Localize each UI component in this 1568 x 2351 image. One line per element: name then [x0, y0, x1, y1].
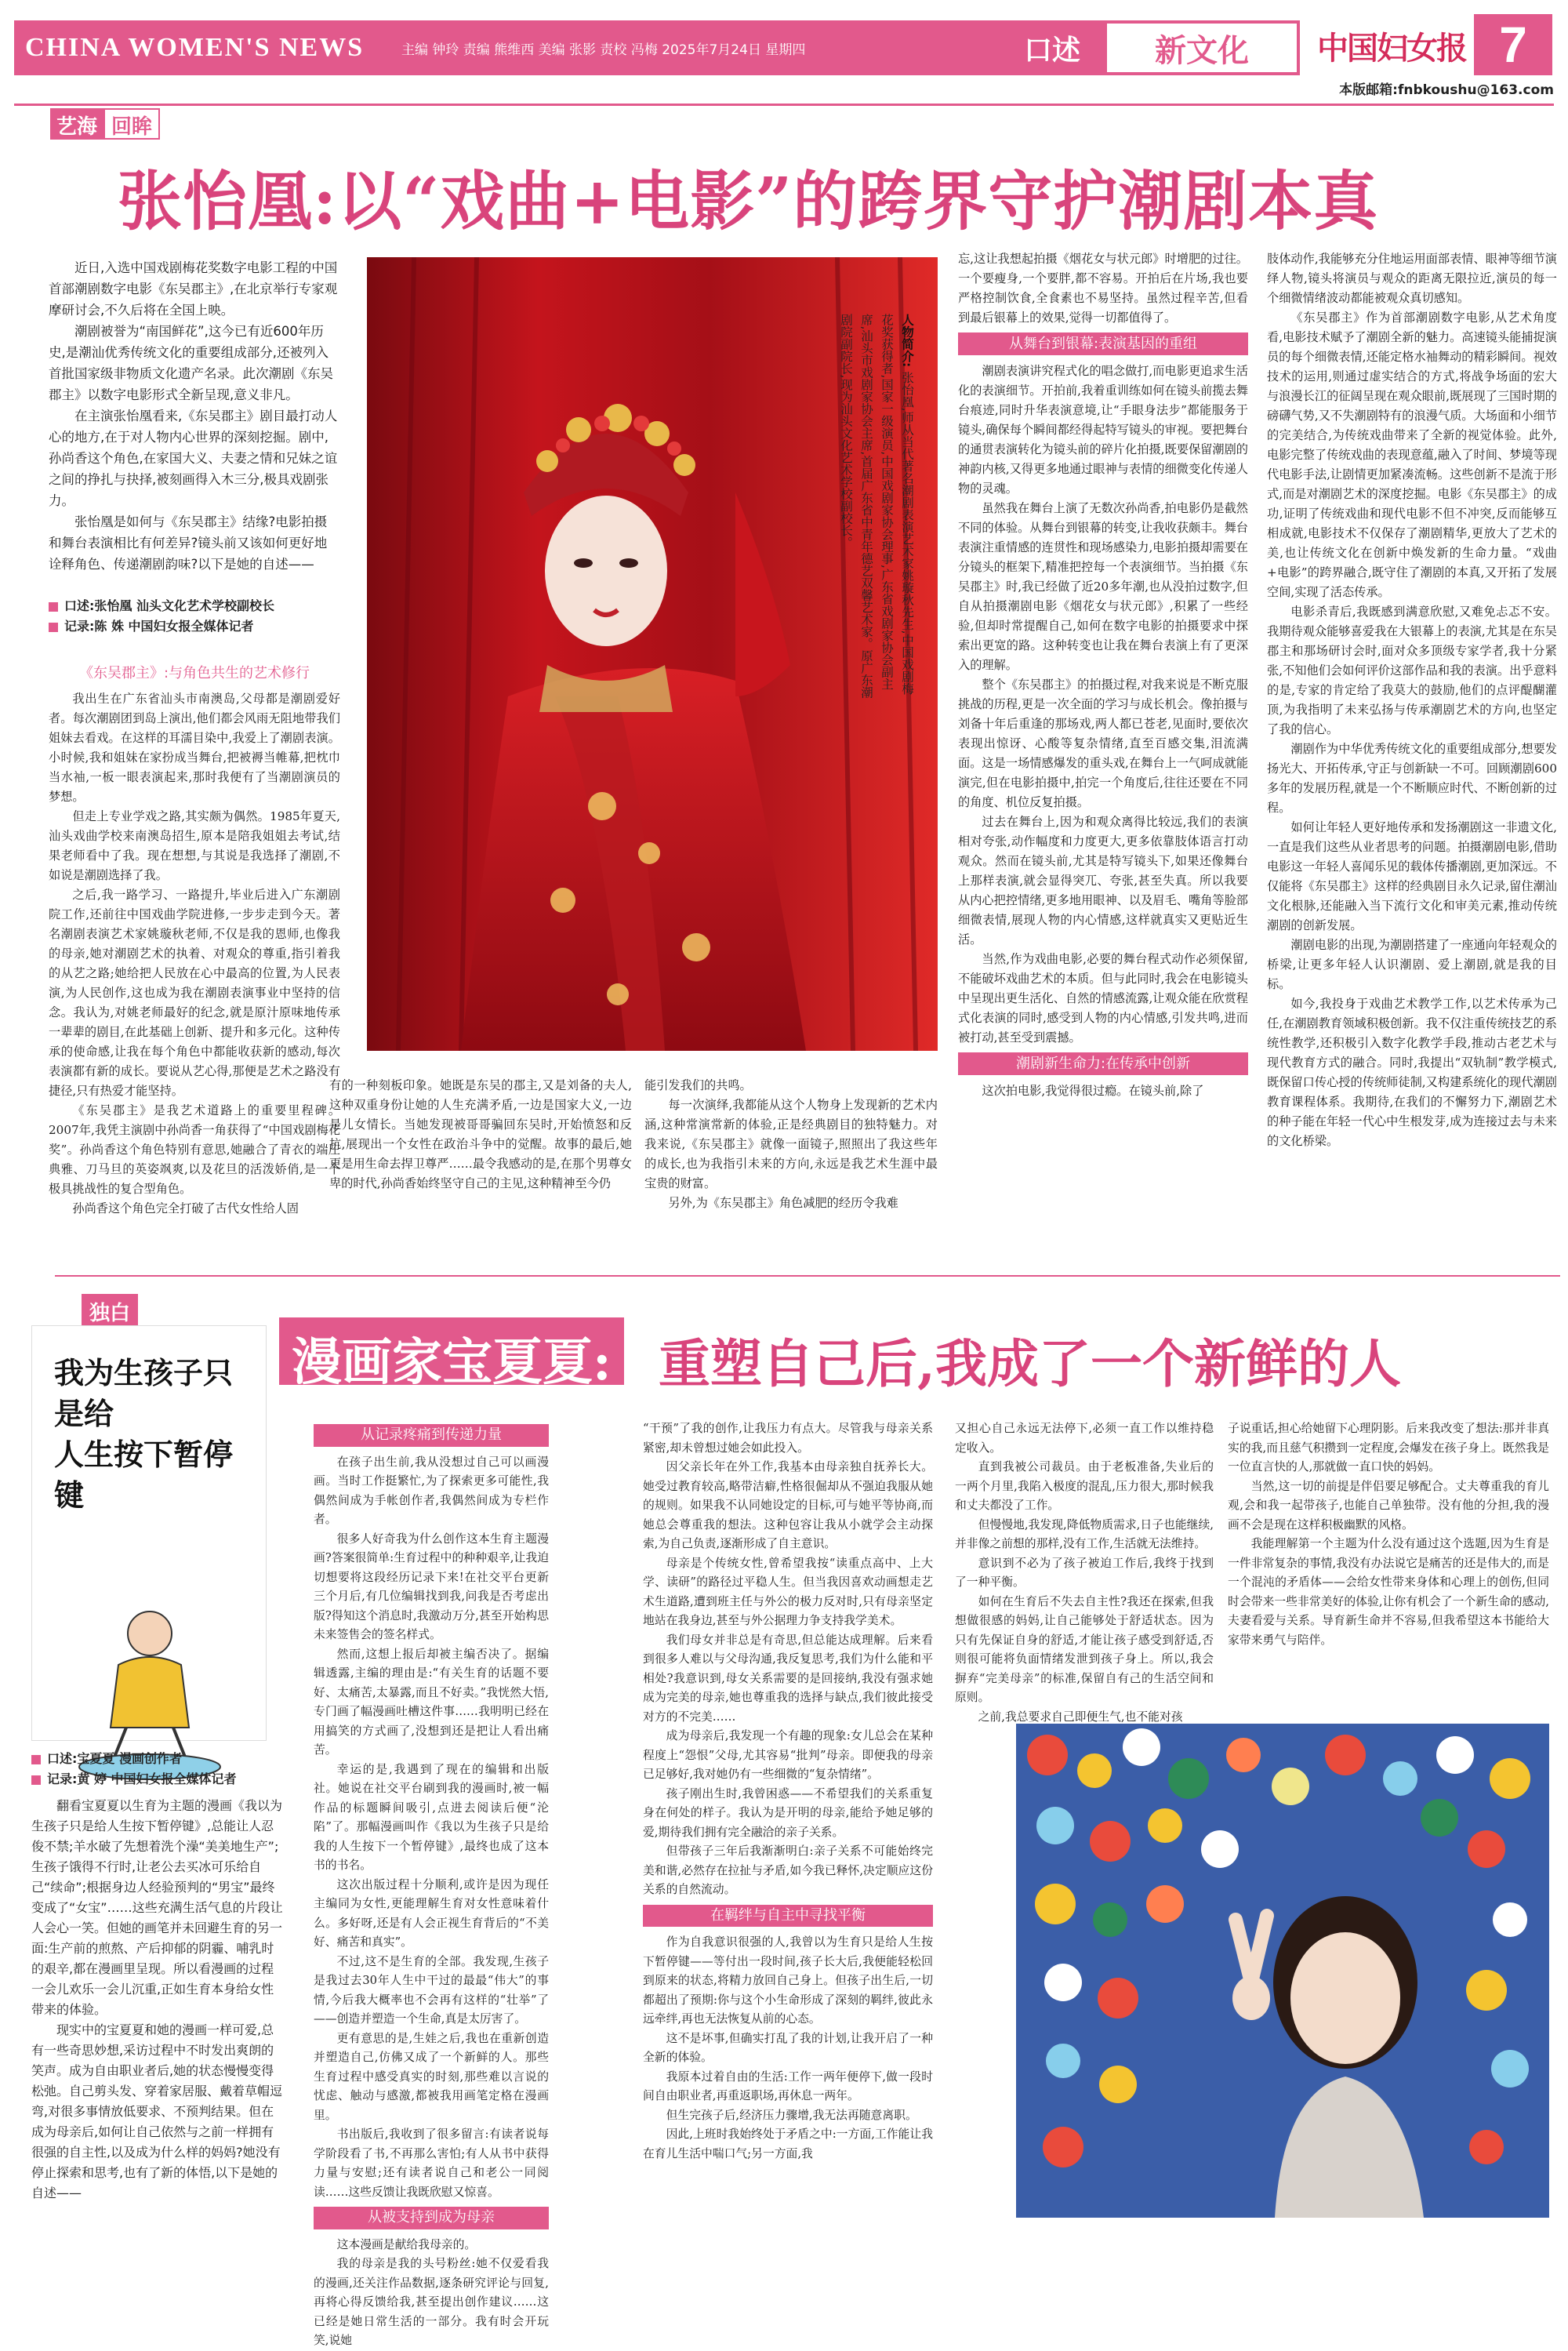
- lead-paragraph: 近日,入选中国戏剧梅花奖数字电影工程的中国首部潮剧数字电影《东吴郡主》,在北京举行专家观摩研讨会,不久后将在全国上映。: [49, 260, 338, 318]
- credit-line: 记录:黄 婷 中国妇女报全媒体记者: [31, 1769, 298, 1790]
- page-email: 本版邮箱:fnbkoushu@163.com: [1339, 82, 1554, 98]
- story1-credits: [49, 596, 347, 637]
- body-paragraph: 因此,上班时我始终处于矛盾之中:一方面,工作能让我在育儿生活中喘口气;另一方面,我: [643, 2128, 933, 2160]
- bullet-square-icon: [49, 623, 58, 632]
- body-paragraph: 有的一种刻板印象。她既是东吴的郡主,又是刘备的夫人,这种双重身份让她的人生充满矛盾,一边是国家大义,一边是儿女情长。当她发现被哥哥骗回东吴时,开始愤怒和反抗,展现出一个女性在政治斗争中的觉醒。故事的最后,她更是用生命去捍卫尊严……最令我感动的是,在那个男尊女卑的时代,孙尚香始终坚守自己的主见,这种精神至今仍: [329, 1078, 632, 1190]
- body-paragraph: 过去在舞台上,因为和观众离得比较远,我们的表演相对夸张,动作幅度和力度更大,更多依靠肢体语言打动观众。然而在镜头前,尤其是特写镜头下,如果还像舞台上那样表演,就会显得突兀、夸张,甚至失真。所以我要从内心把控情绪,更多地用眼神、以及眉毛、嘴角等脸部细微表情,展现人物的内心情感,这样就真实又更贴近生活。: [958, 815, 1248, 947]
- body-paragraph: 孙尚香这个角色完全打破了古代女性给人固: [72, 1201, 299, 1215]
- body-paragraph: 但生完孩子后,经济压力骤增,我无法再随意离职。: [666, 2108, 917, 2122]
- lead-paragraph: 张怡凰是如何与《东吴郡主》结缘?电影拍摄和舞台表演相比有何差异?镜头前又该如何更好地诠释角色、传递潮剧韵味?以下是她的自述——: [49, 514, 328, 572]
- story2-column-c: [955, 1419, 1214, 1727]
- column-tag: [50, 108, 160, 140]
- story1-column-c: [644, 1076, 938, 1213]
- story1-lead: [49, 257, 339, 575]
- subheading: 《东吴郡主》:与角色共生的艺术修行: [78, 665, 310, 681]
- column-tag-a: 艺海: [50, 108, 103, 140]
- lead-paragraph: 翻看宝夏夏以生育为主题的漫画《我以为生孩子只是给人生按下暂停键》,总能让人忍俊不禁;羊水破了先想着洗个澡“美美地生产”;生孩子饿得不行时,让老公去买冰可乐给自己“续命”;根据身边人经验预判的“男宝”最终变成了“女宝”……这些充满生活气息的片段让人会心一笑。但她的画笔并未回避生育的另一面:生产前的煎熬、产后抑郁的阴霾、哺乳时的艰辛,都在漫画里呈现。所以看漫画的过程一会儿欢乐一会儿沉重,正如生育本身给女性带来的体验。: [31, 1798, 283, 2017]
- body-paragraph: 虽然我在舞台上演了无数次孙尚香,拍电影仍是截然不同的体验。从舞台到银幕的转变,让我收获颇丰。舞台表演注重情感的连贯性和现场感染力,电影拍摄却需要在分镜头的框架下,精准把控每一个表演细节。当拍摄《东吴郡主》时,我已经做了近20多年潮,也从没拍过数字,但自从拍摄潮剧电影《烟花女与状元郎》,积累了一些经验,但却时常提醒自己,如何在数字电影的拍摄要求中探索出更宽的路。这种转变也让我在舞台表演上有了更深入的理解。: [958, 501, 1248, 672]
- body-paragraph: 整个《东吴郡主》的拍摄过程,对我来说是不断克服挑战的历程,更是一次全面的学习与成长机会。像拍摄与刘备十年后重逢的那场戏,两人都已苍老,见面时,要依次表现出惊讶、心酸等复杂情绪,直至百感交集,泪流满面。这是一场情感爆发的重头戏,在舞台上一气呵成就能演完,但在电影拍摄中,拍完一个角度后,往往还要在不同的角度、机位反复拍摄。: [958, 678, 1248, 809]
- body-paragraph: 更有意思的是,生娃之后,我也在重新创造并塑造自己,仿佛又成了一个新鲜的人。那些生育过程中感受真实的时刻,那些难以言说的忧虑、触动与感激,都被我用画笔定格在漫画里。: [314, 2031, 549, 2122]
- body-paragraph: 潮剧作为中华优秀传统文化的重要组成部分,想要发扬光大、开拓传承,守正与创新缺一不可。回顾潮剧600多年的发展历程,就是一个不断顺应时代、不断创新的过程。: [1267, 742, 1557, 815]
- body-paragraph: 在孩子出生前,我从没想过自己可以画漫画。当时工作挺繁忙,为了探索更多可能性,我偶然间成为手帐创作者,我偶然间成为专栏作者。: [314, 1455, 549, 1526]
- editorial-credits: 主编 钟玲 责编 熊维西 美编 张影 责校 冯梅 2025年7月24日 星期四: [401, 42, 806, 58]
- body-paragraph: 潮剧表演讲究程式化的唱念做打,而电影更追求生活化的表演细节。开拍前,我着重训练如何在镜头前揽去舞台痕迹,同时升华表演意境,让“手眼身法步”都能服务于镜头,确保每个瞬间都经得起特写镜头的审视。要把舞台的通贯表演转化为镜头前的碎片化拍摄,既要保留潮剧的神韵内核,又得更多地通过眼神与表情的细微变化传递人物的灵魂。: [958, 364, 1248, 496]
- subheading: 在羁绊与自主中寻找平衡: [643, 1905, 933, 1928]
- body-paragraph: 直到我被公司裁员。由于老板准备,失业后的一两个月里,我陷入极度的混乱,压力很大,那时候我和丈夫都没了工作。: [955, 1460, 1214, 1512]
- story2-credits: [31, 1749, 298, 1790]
- bullet-square-icon: [31, 1775, 41, 1785]
- body-paragraph: 《东吴郡主》作为首部潮剧数字电影,从艺术角度看,电影技术赋予了潮剧全新的魅力。高速镜头能捕捉演员的每个细微表情,还能定格水袖舞动的精彩瞬间。视效技术的运用,则通过虚实结合的方式,将战争场面的宏大与浪漫长江的征阔呈现在观众眼前,既展现了三国时期的磅礴气势,又不失潮剧特有的浪漫气质。大场面和小细节的完美结合,为传统戏曲带来了全新的视觉体验。此外,电影完整了传统戏曲的表现意蕴,融入了时间、梦境等现代电影手法,让剧情更加紧凑流畅。这些创新不是流于形式,而是对潮剧艺术的深度挖掘。电影《东吴郡主》的成功,证明了传统戏曲和现代电影不但不冲突,反而能够互相成就,电影技术不仅保存了潮剧精华,更放大了艺术的美,也让传统文化在创新中焕发新的生命力量。“戏曲+电影”的跨界融合,既守住了潮剧的本真,又开拓了发展空间,实现了活态传承。: [1267, 311, 1557, 599]
- body-paragraph: 肢体动作,我能够充分住地运用面部表情、眼神等细节演绎人物,镜头将演员与观众的距离无限拉近,演员的每一个细微情绪波动都能被观众真切感知。: [1267, 252, 1557, 305]
- body-paragraph: 我出生在广东省汕头市南澳岛,父母都是潮剧爱好者。每次潮剧团到岛上演出,他们都会风雨无阻地带我们姐妹去看戏。在这样的耳濡目染中,我爱上了潮剧表演。小时候,我和姐妹在家扮成当舞台,把被褥当帷幕,把枕巾当水袖,一板一眼表演起来,那时我便有了当潮剧演员的梦想。: [49, 692, 340, 804]
- subheading: 潮剧新生命力:在传承中创新: [958, 1052, 1248, 1075]
- bullet-square-icon: [31, 1755, 41, 1764]
- body-paragraph: 潮剧电影的出现,为潮剧搭建了一座通向年轻观众的桥梁,让更多年轻人认识潮剧、爱上潮剧,就是我的目标。: [1267, 938, 1557, 991]
- lead-paragraph: 潮剧被誉为“南国鲜花”,这今已有近600年历史,是潮汕优秀传统文化的重要组成部分,还被列入首批国家级非物质文化遗产名录。此次潮剧《东吴郡主》以数字电影形式全新呈现,意义非凡。: [49, 324, 333, 402]
- body-paragraph: 但走上专业学戏之路,其实颇为偶然。1985年夏天,汕头戏曲学校来南澳岛招生,原本是陪我姐姐去考试,结果老师看中了我。现在想想,与其说是我选择了潮剧,不如说是潮剧选择了我。: [49, 809, 340, 882]
- paper-logo: 中国妇女报: [1317, 30, 1466, 67]
- body-paragraph: 因父亲长年在外工作,我基本由母亲独自抚养长大。她受过教育较高,略带洁癖,性格很倔却从不强迫我服从她的规则。如果我不认同她设定的目标,可与她平等协商,而她总会尊重我的想法。这种包容让我从小就学会主动探索,为自己负责,逐渐形成了自主意识。: [643, 1460, 933, 1550]
- body-paragraph: 这本漫画是献给我母亲的。: [336, 2237, 477, 2251]
- headline: 重塑自己后,我成了一个新鲜的人: [659, 1333, 1401, 1394]
- artist-portrait-photo: [1016, 1724, 1549, 2218]
- body-paragraph: 然而,这想上报后却被主编否决了。据编辑透露,主编的理由是:“有关生育的话题不要好、太痛苦,太暴露,而且不好卖。”我恍然大悟,专门画了幅漫画吐槽这件事……我明明已经在用搞笑的方式画了,没想到还是把让人看出痛苦。: [314, 1647, 549, 1757]
- body-paragraph: 我原本过着自由的生活:工作一两年便停下,做一段时间自由职业者,再重返职场,再休息一两年。: [643, 2069, 933, 2102]
- body-paragraph: 忘,这让我想起拍摄《烟花女与状元郎》时增肥的过往。一个要瘦身,一个要胖,都不容易。开拍后在片场,我也要严格控制饮食,全食素也不易坚持。虽然过程辛苦,但看到最后银幕上的效果,觉得一切都值得了。: [958, 252, 1248, 325]
- credit-line: 口述:宝夏夏 漫画创作者: [31, 1749, 298, 1769]
- body-paragraph: 又担心自己永远无法停下,必须一直工作以维持稳定收入。: [955, 1422, 1214, 1455]
- section-rule: [55, 1275, 1560, 1277]
- body-paragraph: 如何让年轻人更好地传承和发扬潮剧这一非遗文化,一直是我们这些从业者思考的问题。拍摄潮剧电影,借助电影这一年轻人喜闻乐见的载体传播潮剧,更加深远。不仅能将《东吴郡主》这样的经典剧目永久记录,留住潮汕文化根脉,还能融入当下流行文化和审美元素,推动传统潮剧的创新发展。: [1267, 820, 1557, 932]
- lead-paragraph: 在主演张怡凰看来,《东吴郡主》剧目最打动人心的地方,在于对人物内心世界的深刻挖掘。剧中,孙尚香这个角色,在家国大义、夫妻之情和兄妹之谊之间的挣扎与抉择,被刻画得入木三分,极具戏剧张力。: [49, 409, 338, 508]
- column-tag-b: 回眸: [103, 108, 160, 140]
- book-cover-title: 我为生孩子只是给 人生按下暂停键: [54, 1356, 234, 1513]
- body-paragraph: 作为自我意识很强的人,我曾以为生育只是给人生按下暂停键——等付出一段时间,孩子长大后,我便能轻松回到原来的状态,将精力放回自己身上。但孩子出生后,一切都超出了预期:你与这个小生命形成了深刻的羁绊,彼此永远牵绊,再也无法恢复从前的心态。: [643, 1935, 933, 2026]
- body-paragraph: 当然,这一切的前提是伴侣要足够配合。丈夫尊重我的育儿观,会和我一起带孩子,也能自己单独带。没有他的分担,我的漫画不会是现在这样积极幽默的风格。: [1228, 1479, 1549, 1532]
- body-paragraph: 书出版后,我收到了很多留言:有读者说每学阶段看了书,不再那么害怕;有人从书中获得力量与安慰;还有读者说自己和老公一同阅读……这些反馈让我既欣慰又惊喜。: [314, 2128, 549, 2199]
- story1-column-a: [49, 660, 340, 1219]
- body-paragraph: 但带孩子三年后我渐渐明白:亲子关系不可能始终完美和谐,必然存在拉扯与矛盾,如今我已释怀,决定顺应这份关系的自然流动。: [643, 1844, 933, 1896]
- subheading: 从舞台到银幕:表演基因的重组: [958, 332, 1248, 355]
- body-paragraph: 我的母亲是我的头号粉丝:她不仅爱看我的漫画,还关注作品数据,逐条研究评论与回复,再将心得反馈给我,甚至提出创作建议……这已经是她日常生活的一部分。我有时会开玩笑,说她: [314, 2257, 549, 2347]
- body-paragraph: 我们母女并非总是有奇思,但总能达成理解。后来看到很多人难以与父母沟通,我反复思考,我们为什么能和平相处?我意识到,母女关系需要的是回接纳,我没有强求她成为完美的母亲,她也尊重我的选择与缺点,我们彼此接受对方的不完美……: [643, 1633, 933, 1724]
- paper-english-title: CHINA WOMEN'S NEWS: [25, 33, 365, 62]
- body-paragraph: 这次出版过程十分顺利,或许是因为现任主编同为女性,更能理解生育对女性意味着什么。多好呀,还是有人会正视生育背后的“不美好、痛苦和真实”。: [314, 1877, 549, 1949]
- story1-column-e: [1267, 249, 1557, 1151]
- book-cover: [31, 1325, 267, 1741]
- column-tag: 独白: [82, 1294, 138, 1329]
- body-paragraph: 如今,我投身于戏曲艺术教学工作,以艺术传承为己任,在潮剧教育领域积极创新。我不仅注重传统技艺的系统性教学,还积极引入数字化教学手段,推动古老艺术与现代教育方式的融合。同时,我提出“双轨制”教学模式,既保留口传心授的传统师徒制,又构建系统化的现代潮剧教育课程体系。我期待,在我们的不懈努力下,潮剧艺术的种子能在年轻一代心中生根发芽,成为连接过去与未来的文化桥梁。: [1267, 997, 1557, 1148]
- story2-column-b: [643, 1419, 933, 2164]
- profile-text: 张怡凰,师从当代著名潮剧表演艺术家姚璇秋先生,中国戏剧梅花奖获得者,国家一级演员,中国戏剧家协会理事,广东省戏剧家协会副主席,汕头市戏剧家协会主席,首届广东省中青年德艺双馨艺术家。原广东潮剧院副院长,现为汕头文化艺术学校副校长。: [839, 314, 914, 699]
- body-paragraph: 子说重话,担心给她留下心理阴影。后来我改变了想法:那并非真实的我,而且慈气积攒到一定程度,会爆发在孩子身上。既然我是一位直言快的人,那就做一直口快的妈妈。: [1228, 1422, 1549, 1473]
- subheading: 从记录疼痛到传递力量: [314, 1424, 549, 1447]
- page-number: 7: [1474, 14, 1552, 75]
- subheading: 从被支持到成为母亲: [314, 2207, 549, 2229]
- story1-column-b: [329, 1076, 632, 1194]
- body-paragraph: 我能理解第一个主题为什么没有通过这个选题,因为生育是一件非常复杂的事情,我没有办法说它是痛苦的还是伟大的,而是一个混沌的矛盾体——会给女性带来身体和心理上的创伤,但同时会带来一些非常美好的体验,让你有机会了一个新生命的感动,夫妻看爱与关系。导育新生命并不容易,但我希望这本书能给大家带来勇气与陪伴。: [1228, 1537, 1549, 1647]
- story2-lead: [31, 1796, 285, 2204]
- section-rule: [14, 104, 1554, 106]
- body-paragraph: 能引发我们的共鸣。: [644, 1078, 752, 1092]
- body-paragraph: 但慢慢地,我发现,降低物质需求,日子也能继续,并非像之前想的那样,没有工作,生活就无法维持。: [955, 1517, 1214, 1550]
- body-paragraph: 幸运的是,我遇到了现在的编辑和出版社。她说在社交平台刷到我的漫画时,被一幅作品的标题瞬间吸引,点进去阅读后便“沦陷”了。那幅漫画叫作《我以为生孩子只是给我的人生按下一个暂停键》,最终也成了这本书的书名。: [314, 1762, 549, 1872]
- body-paragraph: 之前,我总要求自己即便生气,也不能对孩: [978, 1710, 1183, 1724]
- body-paragraph: 意识到不必为了孩子被迫工作后,我终于找到了一种平衡。: [955, 1556, 1214, 1589]
- body-paragraph: 孩子刚出生时,我曾困惑——不希望我们的关系重复身在何处的样子。我认为是开明的母亲,能给予她足够的爱,期待我们拥有完全融洽的亲子关系。: [643, 1786, 933, 1839]
- bullet-square-icon: [49, 602, 58, 612]
- body-paragraph: 之后,我一路学习、一路提升,毕业后进入广东潮剧院工作,还前往中国戏曲学院进修,一步步走到今天。著名潮剧表演艺术家姚璇秋老师,不仅是我的恩师,也像我的母亲,她对潮剧艺术的执着、对观众的尊重,指引着我的从艺之路;她给把人民放在心中最高的位置,为人民表演,为人民创作,这也成为我在潮剧表演事业中坚持的信念。我认为,对姚老师最好的纪念,就是原汁原味地传承一辈辈的剧目,在此基础上创新、提升和多元化。这种传承的使命感,让我在每个角色中都能收获新的感动,每次表演都有新的成长。要说从艺心得,那便是艺术之路没有捷径,只有热爱才能坚持。: [49, 888, 340, 1098]
- section-label: 口述: [1023, 34, 1080, 67]
- masthead-bar: [14, 20, 1300, 75]
- body-paragraph: 每一次演绎,我都能从这个人物身上发现新的艺术内涵,这种常演常新的体验,正是经典剧目的独特魅力。对我来说,《东吴郡主》就像一面镜子,照照出了我这些年的成长,也为我指引未来的方向,永远是我艺术生涯中最宝贵的财富。: [644, 1098, 938, 1190]
- credit-line: 记录:陈 姝 中国妇女报全媒体记者: [49, 616, 347, 637]
- headline: 张怡凰:以“戏曲+电影”的跨界守护潮剧本真: [118, 164, 1379, 239]
- body-paragraph: 这不是坏事,但确实打乱了我的计划,让我开启了一种全新的体验。: [643, 2031, 933, 2064]
- book-cover-illustration: [32, 1516, 267, 1782]
- story1-column-d: [958, 249, 1248, 1101]
- body-paragraph: 不过,这不是生育的全部。我发现,生孩子是我过去30年人生中干过的最最“伟大”的事情,今后我大概率也不会再有这样的“壮举”了——创造并塑造一个生命,真是太厉害了。: [314, 1954, 549, 2026]
- body-paragraph: 很多人好奇我为什么创作这本生育主题漫画?答案很简单:生育过程中的种种艰辛,让我迫切想要将这段经历记录下来!在社交平台更新三个月后,有几位编辑找到我,问我是否考虑出版?得知这个消息时,我激动万分,甚至开始构思未来签售会的签名样式。: [314, 1532, 549, 1641]
- body-paragraph: 这次拍电影,我觉得很过瘾。在镜头前,除了: [982, 1084, 1204, 1098]
- body-paragraph: 母亲是个传统女性,曾希望我按“读重点高中、上大学、读研”的路径过平稳人生。但当我因喜欢动画想走艺术生道路,遭到班主任与外公的极力反对时,只有母亲坚定地站在我身边,甚至与外公据理力争支持我学美术。: [643, 1556, 933, 1627]
- body-paragraph: 电影杀青后,我既感到满意欣慰,又难免忐忑不安。我期待观众能够喜爱我在大银幕上的表演,尤其是在东吴郡主和那场研讨会时,面对众多顶级专家学者,我十分紧张,不知他们会如何评价这部作品和我的表演。出乎意料的是,专家的肯定给了我莫大的鼓励,他们的点评醍醐灌顶,为我指明了未来弘扬与传承潮剧艺术的方向,也坚定了我的信心。: [1267, 605, 1557, 736]
- credit-line: 口述:张怡凰 汕头文化艺术学校副校长: [49, 596, 347, 616]
- body-paragraph: 成为母亲后,我发现一个有趣的现象:女儿总会在某种程度上“怨恨”父母,尤其容易“批判”母亲。即便我的母亲已足够好,我对她仍有一些细微的“复杂情绪”。: [643, 1729, 933, 1781]
- profile-box: [792, 314, 917, 706]
- lead-paragraph: 现实中的宝夏夏和她的漫画一样可爱,总有一些奇思妙想,采访过程中不时发出爽朗的笑声。成为自由职业者后,她的状态慢慢变得松弛。自己剪头发、穿着家居服、戴着草帽逗弯,对很多事情放低要求、不预判结果。但在成为母亲后,如何让自己依然与之前一样拥有很强的自主性,以及成为什么样的妈妈?她没有停止探索和思考,也有了新的体悟,以下是她的自述——: [31, 2022, 283, 2200]
- body-paragraph: 如何在生育后不失去自主性?我还在探索,但我想做很感的妈妈,让自己能够处于舒适状态。因为只有先保证自身的舒适,才能让孩子感受到舒适,否则很可能将负面情绪发泄到孩子身上。所以,我会摒弃“完美母亲”的标准,保留自有己的生活空间和原则。: [955, 1594, 1214, 1704]
- body-paragraph: 《东吴郡主》是我艺术道路上的重要里程碑。2007年,我凭主演剧中孙尚香一角获得了“中国戏剧梅花奖”。孙尚香这个角色特别有意思,她融合了青衣的端庄典雅、刀马旦的英姿飒爽,以及花旦的活泼娇俏,是一个极具挑战性的复合型角色。: [49, 1103, 340, 1196]
- section-label-highlight: 新文化: [1104, 20, 1300, 75]
- photo-illustration: [1016, 1724, 1549, 2218]
- body-paragraph: 当然,作为戏曲电影,必要的舞台程式动作必须保留,不能破坏戏曲艺术的本质。但与此同时,我会在电影镜头中呈现出更生活化、自然的情感流露,让观众能在欣赏程式化表演的同时,感受到人物的内心情感,引发共鸣,进而被打动,甚至受到震撼。: [958, 952, 1248, 1045]
- body-paragraph: 另外,为《东吴郡主》角色减肥的经历令我难: [668, 1196, 898, 1210]
- story2-column-d: [1228, 1419, 1549, 1650]
- headline-highlight: 漫画家宝夏夏:: [279, 1317, 624, 1385]
- story2-column-a: [314, 1419, 549, 2351]
- body-paragraph: “干预”了我的创作,让我压力有点大。尽管我与母亲关系紧密,却未曾想过她会如此投入。: [643, 1422, 933, 1455]
- profile-label: 人物简介:: [900, 314, 914, 368]
